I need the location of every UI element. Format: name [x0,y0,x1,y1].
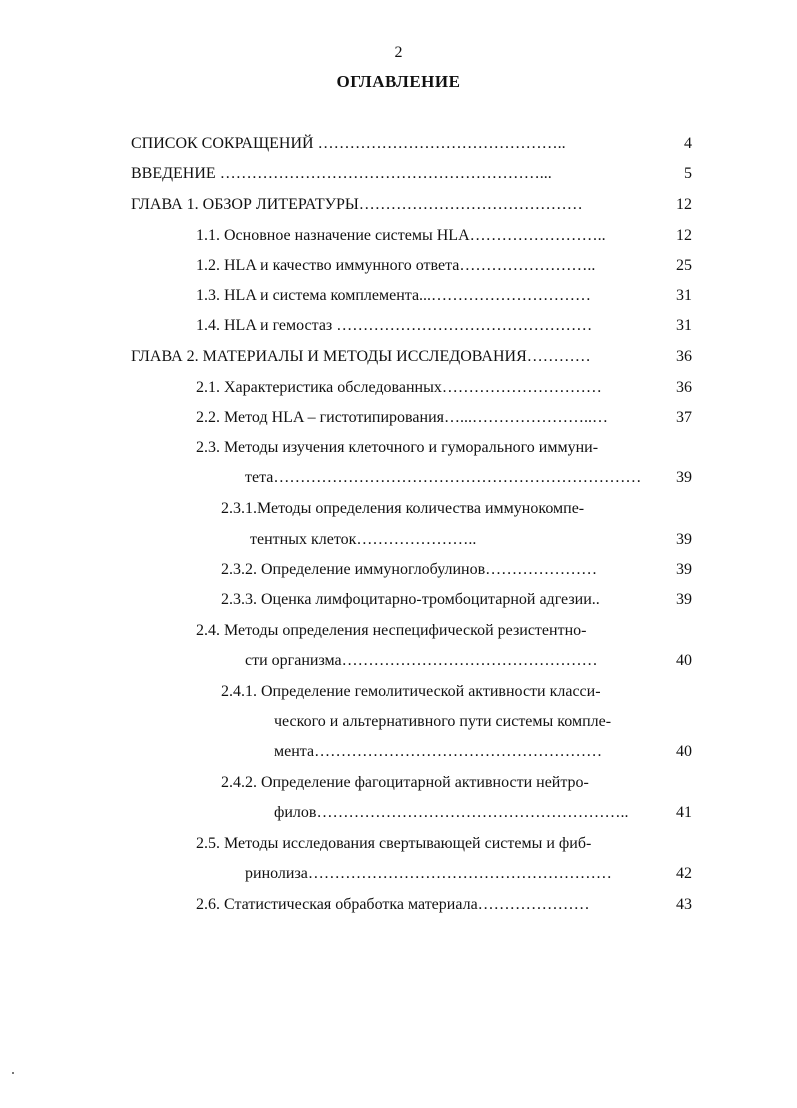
toc-entry-2-4-2-continued: филов………………………………………………….. [274,804,629,821]
toc-entry-2-3: 2.3. Методы изучения клеточного и гуморального иммуни- [196,439,599,456]
toc-page-number: 4 [684,135,692,152]
toc-entry-chapter-1: ГЛАВА 1. ОБЗОР ЛИТЕРАТУРЫ…………………………………… [131,196,583,213]
toc-page-number: 5 [684,165,692,182]
toc-page-number: 25 [676,257,692,274]
page-title: ОГЛАВЛЕНИЕ [336,72,461,91]
toc-entry-abbreviations: СПИСОК СОКРАЩЕНИЙ ……………………………………….. [131,135,566,152]
toc-page-number: 39 [676,591,692,608]
page-number: 2 [394,44,403,61]
toc-entry-1-4: 1.4. HLA и гемостаз ………………………………………… [196,317,593,334]
toc-entry-2-4-2: 2.4.2. Определение фагоцитарной активности нейтро- [221,774,589,791]
toc-entry-2-4-continued: сти организма………………………………………… [245,652,598,669]
toc-entry-2-3-continued: тета…………………………………………………………… [245,469,642,486]
toc-page-number: 40 [676,652,692,669]
toc-entry-2-3-1-continued: тентных клеток………………….. [250,531,477,548]
toc-entry-2-4: 2.4. Методы определения неспецифической резистентно- [196,622,587,639]
toc-entry-2-5-continued: ринолиза………………………………………………… [245,865,612,882]
toc-entry-chapter-2: ГЛАВА 2. МАТЕРИАЛЫ И МЕТОДЫ ИССЛЕДОВАНИЯ………… [131,348,591,365]
toc-entry-2-3-2: 2.3.2. Определение иммуноглобулинов………………… [221,561,598,578]
toc-entry-2-5: 2.5. Методы исследования свертывающей системы и фиб- [196,835,592,852]
toc-entry-1-2: 1.2. HLA и качество иммунного ответа…………………….. [196,257,596,274]
toc-page-number: 39 [676,531,692,548]
toc-page-number: 39 [676,561,692,578]
toc-page-number: 12 [676,196,692,213]
toc-page-number: 36 [676,379,692,396]
toc-page-number: 37 [676,409,692,426]
scan-speck [12,1072,14,1074]
toc-page-number: 31 [676,287,692,304]
toc-page-number: 31 [676,317,692,334]
toc-entry-1-3: 1.3. HLA и система комплемента...………………………… [196,287,592,304]
toc-page-number: 43 [676,896,692,913]
toc-page-number: 40 [676,743,692,760]
toc-entry-2-2: 2.2. Метод HLA – гистотипирования…...…………………..… [196,409,608,426]
toc-entry-2-3-1: 2.3.1.Методы определения количества иммунокомпе- [221,500,585,517]
toc-page-number: 12 [676,227,692,244]
toc-entry-1-1: 1.1. Основное назначение системы HLA…………………….. [196,227,606,244]
toc-page-number: 39 [676,469,692,486]
toc-page-number: 42 [676,865,692,882]
toc-entry-2-3-3: 2.3.3. Оценка лимфоцитарно-тромбоцитарной адгезии.. [221,591,600,608]
toc-entry-2-4-1-line-2: ческого и альтернативного пути системы компле- [274,713,612,730]
toc-entry-introduction: ВВЕДЕНИЕ ……………………………………………………... [131,165,552,182]
toc-entry-2-1: 2.1. Характеристика обследованных………………………… [196,379,602,396]
toc-page-number: 36 [676,348,692,365]
toc-entry-2-4-1-line-3: мента……………………………………………… [274,743,603,760]
toc-page-number: 41 [676,804,692,821]
toc-entry-2-6: 2.6. Статистическая обработка материала………………… [196,896,590,913]
toc-entry-2-4-1: 2.4.1. Определение гемолитической активности класси- [221,683,601,700]
